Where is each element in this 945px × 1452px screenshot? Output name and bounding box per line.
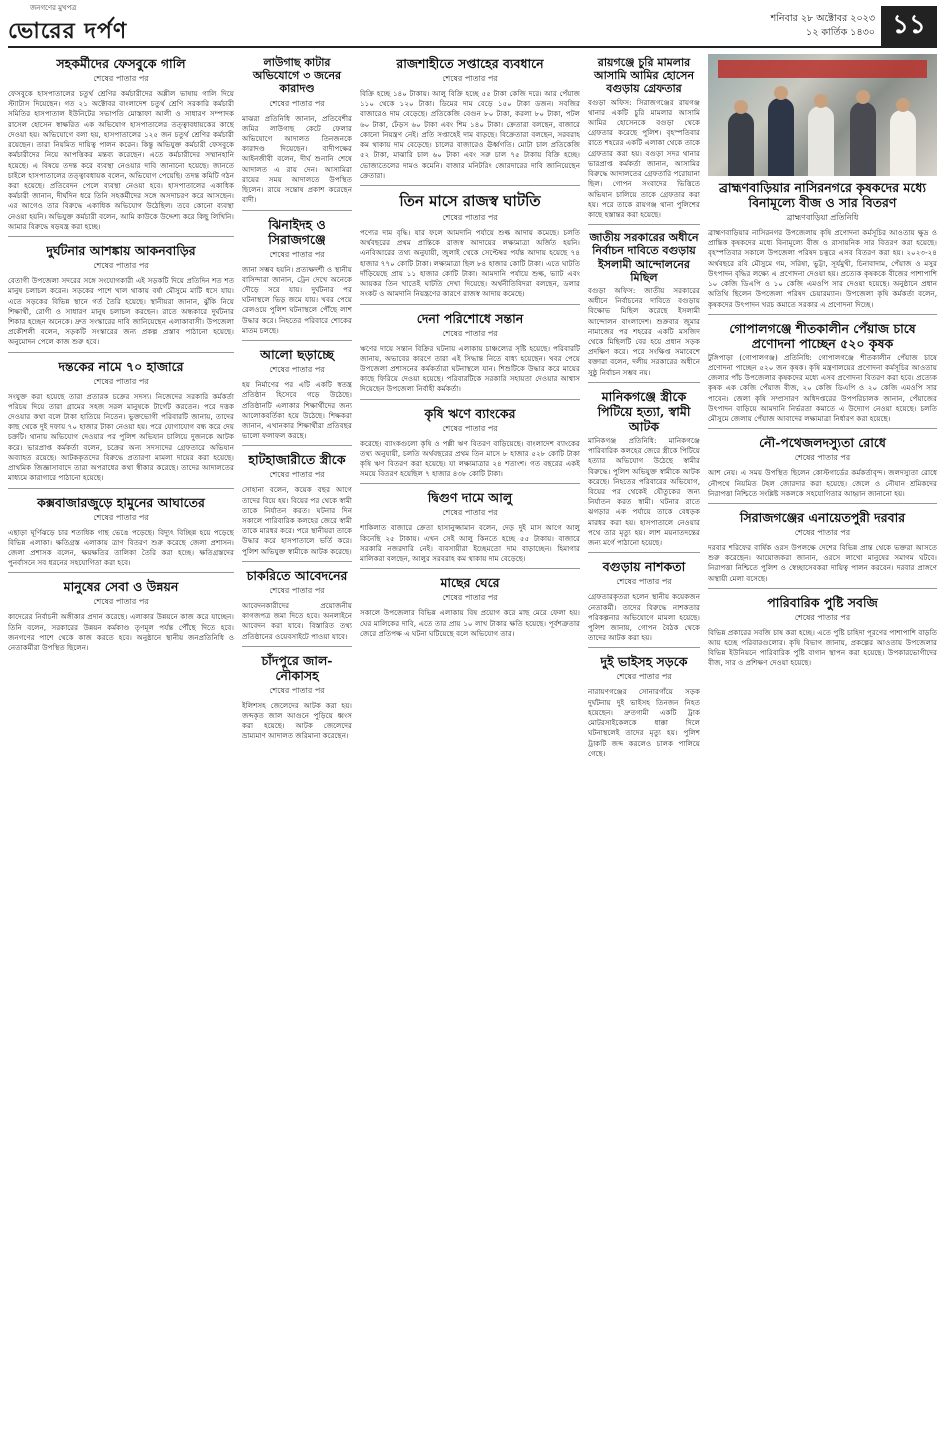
article-continuation-note: শেষের পাতার পর: [616, 672, 672, 682]
article: [708, 180, 937, 315]
article-body: হয় নির্মাণের পর এটি একটি স্বতন্ত্র প্রতিষ্ঠান হিসেবে গড়ে উঠেছে। প্রতিষ্ঠানটি এলাকার শিক্ষার্থীদের জন্য আলোকবর্তিকা হয়ে উঠেছে। শিক্ষকরা জানান, এখানকার শিক্ষার্থীরা প্রতিবছর ভালো ফলাফল করছে।: [242, 380, 352, 441]
article-body: শাকিলাত বাজারে ক্রেতা হাসানুজ্জামান বলেন, দেড় দুই মাস আগে আলু কিনেছি ২৫ টাকায়। এখন সেই আলু কিনতে হচ্ছে ৫৫ টাকায়। বাজারে সরকারি নজরদারি নেই। ব্যবসায়ীরা ইচ্ছেমতো দাম বাড়াচ্ছেন। হিমাগার মালিকরা বলছেন, আলুর সরবরাহ কম থাকায় দাম বেড়েছে।: [360, 523, 580, 564]
article-continuation-note: শেষের পাতার পর: [269, 98, 325, 108]
article-continuation-note: শেষের পাতার পর: [93, 512, 149, 522]
article-continuation-note: শেষের পাতার পর: [93, 74, 149, 83]
article: [708, 595, 937, 673]
photo-person-head: [856, 90, 870, 104]
event-photo: [708, 54, 937, 176]
article: [360, 311, 580, 400]
article-headline: তিন মাসে রাজস্ব ঘাটতি: [399, 191, 541, 210]
article-headline: নৌ-পথেজলদস্যুতা রোধে: [759, 435, 886, 451]
date-gregorian: শনিবার ২৮ অক্টোবর ২০২৩: [770, 13, 875, 24]
article-body: সোহানা বলেন, কয়েক বছর আগে তাদের বিয়ে হয়। বিয়ের পর থেকে স্বামী তাকে নির্যাতন করত। ঘটনার দিন সকালে পারিবারিক কলহের জেরে স্বামী তাকে মারধর করে। পরে স্থানীয়রা তাকে উদ্ধার করে হাসপাতালে ভর্তি করে। পুলিশ অভিযুক্ত স্বামীকে আটক করেছে।: [242, 485, 352, 556]
photo-person: [728, 112, 754, 176]
brand-tagline: জনগণের মুখপত্র: [30, 3, 77, 12]
article-body: মানিকগঞ্জ প্রতিনিধি: মানিকগঞ্জে পারিবারিক কলহের জেরে স্ত্রীকে পিটিয়ে হত্যার অভিযোগ উঠেছে স্বামীর বিরুদ্ধে। পুলিশ অভিযুক্ত স্বামীকে আটক করেছে। নিহতের পরিবারের অভিযোগ, বিয়ের পর থেকেই যৌতুকের জন্য নির্যাতন করত স্বামী। ঘটনার রাতে ঝগড়ার এক পর্যায়ে তাকে বেধড়ক মারধর করা হয়। হাসপাতালে নেওয়ার পথে তার মৃত্যু হয়। লাশ ময়নাতদন্তের জন্য মর্গে পাঠানো হয়েছে।: [588, 435, 700, 548]
article-headline: দন্তকের নামে ৭০ হাজারে: [58, 358, 184, 374]
date-bengali: ১২ কার্তিক ১৪৩০: [806, 27, 875, 38]
article-headline: মাছের ঘেরে: [440, 575, 500, 591]
article-body: এছাড়া ঘূর্ণিঝড়ে চার শতাধিক গাছ ভেঙে পড়েছে। বিদ্যুৎ বিচ্ছিন্ন হয়ে পড়েছে বিভিন্ন এলাকা। ক্ষতিগ্রস্ত এলাকায় ত্রাণ বিতরণ শুরু করেছে জেলা প্রশাসন। জেলা প্রশাসক বলেন, ক্ষয়ক্ষতির তালিকা তৈরি করা হচ্ছে। ক্ষতিগ্রস্তদের পুনর্বাসনে সব ধরনের সহযোগিতা করা হবে।: [8, 527, 234, 568]
article: [360, 56, 580, 186]
page-number: ১১: [881, 6, 937, 46]
article-body: ইলিশসহ জেলেদের আটক করা হয়। জব্দকৃত জাল আগুনে পুড়িয়ে ধ্বংস করা হয়েছে। আটক জেলেদের ভ্রাম্যমাণ আদালত জরিমানা করেছেন।: [242, 700, 352, 741]
article-body: বেতাগী উপজেলা সদরের সঙ্গে সংযোগকারী এই সড়কটি দিয়ে প্রতিদিন শত শত মানুষ চলাচল করেন। সড়কের পাশে খাল থাকায় বর্ষা মৌসুমে মাটি ধসে যায়। এতে সড়কের বিভিন্ন স্থানে গর্ত তৈরি হয়েছে। স্থানীয়রা জানান, ঝুঁকি নিয়ে শিক্ষার্থী, রোগী ও সাধারণ মানুষ চলাচল করছেন। রাতে অন্ধকারে দুর্ঘটনার শিকার হচ্ছেন অনেকে। দ্রুত সংস্কারের দাবি জানিয়েছেন এলাকাবাসী। উপজেলা প্রকৌশলী বলেন, সড়কটি সংস্কারের জন্য প্রকল্প প্রস্তাব পাঠানো হয়েছে। অনুমোদন পেলে কাজ শুরু হবে।: [8, 276, 234, 347]
article-headline: জাতীয় সরকারের অধীনে নির্বাচন দাবিতে বগুড়ায় ইসলামী আন্দোলনের মিছিল: [589, 231, 699, 284]
article-headline: লাউগাছ কাটার অভিযোগে ৩ জনের কারাদণ্ড: [252, 56, 342, 96]
article: [588, 389, 700, 553]
article: [588, 559, 700, 648]
article-headline: দেনা পরিশোধে সন্তান: [416, 310, 524, 326]
brand-name: ভোরের দর্পণ: [8, 17, 128, 44]
article-headline: ব্রাহ্মণবাড়িয়ার নাসিরনগরে কৃষকদের মধ্যে বিনামূল্যে বীজ ও সার বিতরণ: [718, 180, 927, 210]
photo-person: [808, 106, 834, 176]
article-body: টুঙ্গিপাড়া (গোপালগঞ্জ) প্রতিনিধি: গোপালগঞ্জে শীতকালীন পেঁয়াজ চাষে প্রণোদনা পাচ্ছেন ৫২০ জন কৃষক। কৃষি মন্ত্রণালয়ের প্রণোদনা কর্মসূচির আওতায় জেলার পাঁচ উপজেলার কৃষকদের মধ্যে এসব প্রণোদনা বিতরণ করা হবে। প্রত্যেক কৃষক এক কেজি পেঁয়াজ বীজ, ২০ কেজি ডিএপি ও ২০ কেজি এমওপি সার পাবেন। জেলা কৃষি সম্প্রসারণ অধিদপ্তরের উপপরিচালক জানান, পেঁয়াজের উৎপাদন বাড়িয়ে আমদানি নির্ভরতা কমাতে এ উদ্যোগ নেওয়া হয়েছে। চলতি মৌসুমে জেলায় পেঁয়াজ আবাদের লক্ষ্যমাত্রা নির্ধারণ করা হয়েছে।: [708, 352, 937, 424]
article: [360, 490, 580, 569]
article: [360, 406, 580, 485]
article-headline: চাকরিতে আবেদনের: [246, 567, 348, 583]
article: [242, 653, 352, 746]
article-continuation-note: শেষের পাতার পর: [794, 453, 851, 463]
article-continuation-note: ব্রাহ্মণবাড়িয়া প্রতিনিধি: [786, 213, 859, 222]
article-body: আবেদনকারীদের প্রয়োজনীয় কাগজপত্র জমা দিতে হবে। অনলাইনে আবেদন করা যাবে। বিস্তারিত তথ্য প্রতিষ্ঠানের ওয়েবসাইটে পাওয়া যাবে।: [242, 600, 352, 641]
article-headline: সহকর্মীদের ফেসবুকে গালি: [56, 56, 186, 71]
article: [360, 575, 580, 643]
article: [242, 452, 352, 562]
article: [242, 56, 352, 211]
article-continuation-note: শেষের পাতার পর: [442, 74, 498, 83]
article-headline: মানুষের সেবা ও উন্নয়ন: [63, 579, 179, 595]
article-headline: দুই ভাইসহ সড়কে: [600, 654, 688, 670]
article-continuation-note: শেষের পাতার পর: [93, 376, 149, 386]
article-headline: মানিকগঞ্জে স্ত্রীকে পিটিয়ে হত্যা, স্বামী আটক: [597, 388, 691, 434]
article: [708, 321, 937, 430]
article-body: দরবার শরিফের বার্ষিক ওরস উপলক্ষে দেশের বিভিন্ন প্রান্ত থেকে ভক্তরা আসতে শুরু করেছেন। আয়োজকরা জানান, ওরসে লাখো মানুষের সমাগম ঘটবে। নিরাপত্তা নিশ্চিতে পুলিশ ও স্বেচ্ছাসেবকরা দায়িত্ব পালন করবেন। দরবার প্রাঙ্গণে অস্থায়ী মেলা বসেছে।: [708, 542, 937, 583]
article-body: সংযুক্ত করা হয়েছে তারা প্রতারক চক্রের সদস্য। নিজেদের সরকারি কর্মকর্তা পরিচয় দিয়ে তারা গ্রামের সহজ সরল মানুষকে টার্গেট করতেন। পরে দত্তক দেওয়ার কথা বলে টাকা হাতিয়ে নিতেন। ভুক্তভোগী পরিবারটি জানায়, তাদের কাছ থেকে দুই দফায় ৭০ হাজার টাকা নেওয়া হয়। পরে যোগাযোগ বন্ধ করে দেয় চক্রটি। থানায় অভিযোগ দেওয়ার পর পুলিশ অভিযান চালিয়ে দুজনকে আটক করে। ভারপ্রাপ্ত কর্মকর্তা বলেন, চক্রের অন্য সদস্যদের গ্রেফতারে অভিযান অব্যাহত রয়েছে। আটককৃতদের বিরুদ্ধে প্রতারণা মামলা দায়ের করা হয়েছে। প্রাথমিক জিজ্ঞাসাবাদে তারা অপরাধের কথা স্বীকার করেছে। তাদের আদালতের মাধ্যমে কারাগারে পাঠানো হয়েছে।: [8, 391, 234, 483]
column-5-articles: [708, 180, 937, 673]
article-body: বিভিন্ন প্রকারের সবজি চাষ করা হচ্ছে। এতে পুষ্টি চাহিদা পূরণের পাশাপাশি বাড়তি আয় হচ্ছে পরিবারগুলোর। কৃষি বিভাগ জানায়, প্রকল্পের আওতায় উপজেলার বিভিন্ন ইউনিয়নে পারিবারিক পুষ্টি বাগান স্থাপন করা হয়েছে। উপকারভোগীদের বীজ, সার ও প্রশিক্ষণ দেওয়া হয়েছে।: [708, 627, 937, 668]
article-body: ফেসবুকে হাসপাতালের চতুর্থ শ্রেণির কর্মচারীদের অশ্লীল ভাষায় গালি দিয়ে স্ট্যাটাস দিয়েছেন। গত ২১ অক্টোবর বাংলাদেশ চতুর্থ শ্রেণি সরকারি কর্মচারী সমিতির হাসপাতাল ইউনিটের সভাপতি মোস্তাফা আলী ও সাধারণ সম্পাদক রাসেল হোসেন স্বাক্ষরিত এক অভিযোগ হাসপাতালের তত্ত্বাবধায়কের কাছে দেওয়া হয়। অভিযোগে বলা হয়, হাসপাতালের ১২৫ জন চতুর্থ শ্রেণির কর্মচারী রয়েছেন। তারা নিয়মিত দায়িত্ব পালন করেন। কিন্তু অভিযুক্ত কর্মচারী ফেসবুকে কর্মচারীদের নিয়ে আপত্তিকর মন্তব্য করেছেন। এতে কর্মচারীদের সম্মানহানি হয়েছে। এ বিষয়ে তদন্ত করে ব্যবস্থা নেওয়ার দাবি জানানো হয়েছে। জানতে চাইলে হাসপাতালের তত্ত্বাবধায়ক বলেন, অভিযোগ পেয়েছি। তদন্ত কমিটি গঠন করা হয়েছে। প্রতিবেদন পেলে ব্যবস্থা নেওয়া হবে। হাসপাতালের একাধিক কর্মচারী জানান, দীর্ঘদিন ধরে তিনি সহকর্মীদের সঙ্গে অসদাচরণ করে আসছেন। এর আগেও তার বিরুদ্ধে একাধিক অভিযোগ উঠেছিল। তবে কোনো ব্যবস্থা নেওয়া হয়নি। অভিযুক্ত কর্মচারী বলেন, আমি কাউকে উদ্দেশ্য করে কিছু লিখিনি। আমার বিরুদ্ধে ষড়যন্ত্র করা হচ্ছে।: [8, 89, 234, 231]
article-continuation-note: শেষের পাতার পর: [794, 527, 851, 537]
article-body: মাঝরা প্রতিনিধি জানান, প্রতিবেশীর জমির লাউগাছ কেটে ফেলার অভিযোগে আদালত তিনজনকে কারাদণ্ড দিয়েছেন। বাদীপক্ষের আইনজীবী বলেন, দীর্ঘ শুনানি শেষে আদালত এ রায় দেন। আসামিরা রায়ের সময় আদালতে উপস্থিত ছিলেন। রায়ে সন্তোষ প্রকাশ করেছেন বাদী।: [242, 113, 352, 205]
article: [242, 217, 352, 342]
article-headline: সিরাজগঞ্জের এনায়েতপুরী দরবার: [739, 509, 906, 525]
article: [708, 510, 937, 589]
article-continuation-note: শেষের পাতার পর: [93, 597, 149, 607]
photo-banner: [718, 60, 927, 78]
article-headline: রাজশাহীতে সপ্তাহের ব্যবধানে: [396, 56, 544, 71]
article-continuation-note: শেষের পাতার পর: [269, 685, 325, 695]
article: [8, 359, 234, 489]
article: [242, 568, 352, 647]
photo-person: [768, 98, 794, 176]
article-continuation-note: শেষের পাতার পর: [442, 423, 498, 433]
article-headline: কৃষি ঋণে ব্যাংকের: [424, 405, 516, 421]
photo-person-head: [896, 98, 910, 112]
article-body: ব্রাহ্মণবাড়িয়ার নাসিরনগর উপজেলায় কৃষি প্রণোদনা কর্মসূচির আওতায় ক্ষুদ্র ও প্রান্তিক কৃষকদের মধ্যে বিনামূল্যে বীজ ও রাসায়নিক সার বিতরণ করা হয়েছে। বৃহস্পতিবার সকালে উপজেলা পরিষদ চত্বরে এসব বিতরণ করা হয়। ২০২৩-২৪ অর্থবছরে রবি মৌসুমে গম, সরিষা, ভুট্টা, সূর্যমুখী, চিনাবাদাম, পেঁয়াজ ও মসুর উৎপাদন বৃদ্ধির লক্ষ্যে এ প্রণোদনা দেওয়া হয়। প্রত্যেক কৃষককে বীজের পাশাপাশি ১০ কেজি ডিএপি ও ১০ কেজি এমওপি সার দেওয়া হয়েছে। অনুষ্ঠানে প্রধান অতিথি ছিলেন উপজেলা পরিষদ চেয়ারম্যান। উপজেলা কৃষি কর্মকর্তা বলেন, কৃষকদের উৎপাদন খরচ কমাতে সরকার এ প্রণোদনা দিচ্ছে।: [708, 228, 937, 309]
article-headline: আলো ছড়াচ্ছে: [260, 347, 334, 363]
article-headline: হাটহাজারীতে স্ত্রীকে: [248, 452, 346, 468]
masthead: [8, 3, 937, 48]
article-headline: ঝিনাইদহ ও সিরাজগঞ্জে: [268, 216, 326, 247]
article-continuation-note: শেষের পাতার পর: [269, 470, 325, 480]
article-body: পণ্যের দাম বৃদ্ধি। যার ফলে আমদানি পর্যায়ে শুল্ক আদায় কমেছে। চলতি অর্থবছরের প্রথম প্রান্তিকে রাজস্ব আদায়ের লক্ষ্যমাত্রা অর্জিত হয়নি। এনবিআরের তথ্য অনুযায়ী, জুলাই থেকে সেপ্টেম্বর পর্যন্ত আদায় হয়েছে ৭৪ হাজার ৭৭০ কোটি টাকা। লক্ষ্যমাত্রা ছিল ৮৪ হাজার কোটি টাকা। এতে ঘাটতি দাঁড়িয়েছে প্রায় ১১ হাজার কোটি টাকা। আমদানি পর্যায়ে শুল্ক, ভ্যাট এবং আয়কর তিন খাতেই ঘাটতি দেখা দিয়েছে। অর্থনীতিবিদরা বলছেন, ডলার সংকট ও আমদানি নিয়ন্ত্রণের কারণে রাজস্ব আদায় কমেছে।: [360, 227, 580, 299]
article-body: আশ নেয়। এ সময় উপস্থিত ছিলেন কোস্টগার্ডের কর্মকর্তাবৃন্দ। জলদস্যুতা রোধে নৌপথে নিয়মিত টহল জোরদার করা হয়েছে। জেলে ও নৌযান শ্রমিকদের নিরাপত্তা নিশ্চিতে সংশ্লিষ্ট সকলকে সহযোগিতার আহ্বান জানানো হয়।: [708, 468, 937, 498]
article-body: বগুড়া অফিস: জাতীয় সরকারের অধীনে নির্বাচনের দাবিতে বগুড়ায় বিক্ষোভ মিছিল করেছে ইসলামী আন্দোলন বাংলাদেশ। শুক্রবার জুমার নামাজের পর শহরের একটি মসজিদ থেকে মিছিলটি বের হয়ে প্রধান সড়ক প্রদক্ষিণ করে। পরে সংক্ষিপ্ত সমাবেশে বক্তারা বলেন, দলীয় সরকারের অধীনে সুষ্ঠু নির্বাচন সম্ভব নয়।: [588, 285, 700, 377]
article-body: গ্রেফতারকৃতরা হলেন স্থানীয় কয়েকজন নেতাকর্মী। তাদের বিরুদ্ধে নাশকতার পরিকল্পনার অভিযোগে মামলা হয়েছে। পুলিশ জানায়, গোপন বৈঠক থেকে তাদের আটক করা হয়।: [588, 592, 700, 643]
article-continuation-note: শেষের পাতার পর: [269, 365, 325, 375]
article-headline: দ্বিগুণ দামে আলু: [427, 490, 513, 506]
article-continuation-note: শেষের পাতার পর: [269, 585, 325, 595]
article-headline: চাঁদপুরে জাল-নৌকাসহ: [261, 652, 333, 683]
article: [588, 56, 700, 225]
article-continuation-note: শেষের পাতার পর: [442, 593, 498, 603]
article: [588, 654, 700, 763]
article-continuation-note: শেষের পাতার পর: [442, 328, 498, 338]
article: [8, 243, 234, 353]
column-5: [708, 54, 937, 1446]
photo-person: [850, 102, 876, 176]
column-1: [8, 54, 234, 1446]
photo-person-head: [774, 86, 788, 100]
article-headline: গোপালগঞ্জে শীতকালীন পেঁয়াজ চাষে প্রণোদনা পাচ্ছেন ৫২০ কৃষক: [729, 320, 916, 351]
article: [242, 347, 352, 446]
article-continuation-note: শেষের পাতার পর: [794, 612, 851, 622]
photo-person-head: [814, 94, 828, 108]
article-headline: বগুড়ায় নাশকতা: [602, 559, 686, 575]
brand: [8, 3, 128, 46]
article: [8, 579, 234, 657]
article: [708, 435, 937, 504]
article-continuation-note: শেষের পাতার পর: [442, 508, 498, 518]
dateline: [771, 12, 875, 40]
article-body: ঋণের দায়ে সন্তান বিক্রির ঘটনায় এলাকায় চাঞ্চল্যের সৃষ্টি হয়েছে। পরিবারটি জানায়, অভাবের কারণে তারা এই সিদ্ধান্ত নিতে বাধ্য হয়েছেন। খবর পেয়ে উপজেলা প্রশাসনের কর্মকর্তারা ঘটনাস্থলে যান। শিশুটিকে উদ্ধার করে মায়ের কাছে ফিরিয়ে দেওয়া হয়েছে। পরিবারটিকে সরকারি সহায়তা দেওয়ার আশ্বাস দিয়েছেন উপজেলা নির্বাহী কর্মকর্তা।: [360, 343, 580, 394]
column-3: [360, 54, 580, 1446]
article: [588, 231, 700, 383]
article-continuation-note: শেষের পাতার পর: [442, 212, 498, 222]
article-headline: দুর্ঘটনার আশঙ্কায় আকনবাড়ির: [46, 243, 196, 259]
article: [8, 56, 234, 237]
article-headline: পারিবারিক পুষ্টি সবজি: [767, 594, 878, 610]
article: [8, 495, 234, 574]
article-body: বগুড়া অফিস: সিরাজগঞ্জের রায়গঞ্জ থানার একটি চুরি মামলার আসামি আমির হোসেনকে বগুড়া থেকে গ্রেফতার করেছে পুলিশ। বৃহস্পতিবার রাতে শহরের একটি এলাকা থেকে তাকে গ্রেফতার করা হয়। বগুড়া সদর থানার ভারপ্রাপ্ত কর্মকর্তা জানান, আসামির বিরুদ্ধে আদালতের গ্রেফতারি পরোয়ানা ছিল। গোপন সংবাদের ভিত্তিতে অভিযান চালিয়ে তাকে গ্রেফতার করা হয়। পরে তাকে রায়গঞ্জ থানা পুলিশের কাছে হস্তান্তর করা হয়েছে।: [588, 97, 700, 219]
article-body: বিক্রি হচ্ছে ১৪০ টাকায়। আলু বিক্রি হচ্ছে ৫৫ টাকা কেজি দরে। আর পেঁয়াজ ১১০ থেকে ১২০ টাকা। ডিমের দাম বেড়ে ১৫০ টাকা ডজন। সবজির বাজারেও দাম বেড়েছে। প্রতিকেজি বেগুন ৮০ টাকা, করলা ৮০ টাকা, পটল ৬০ টাকা, ঢেঁড়স ৬০ টাকা এবং শিম ১৪০ টাকা। ক্রেতারা বলছেন, বাজারে কোনো নিয়ন্ত্রণ নেই। প্রতি সপ্তাহেই দাম বাড়ছে। বিক্রেতারা বলছেন, সরবরাহ কম থাকায় দাম বেড়েছে। চালের বাজারেও ঊর্ধ্বগতি। মোটা চাল প্রতিকেজি ৫২ টাকা, মাঝারি চাল ৬০ টাকা এবং সরু চাল ৭৫ টাকায় বিক্রি হচ্ছে। ভোজ্যতেলের দামও কমেনি। বাজার মনিটরিং জোরদারের দাবি জানিয়েছেন ক্রেতারা।: [360, 89, 580, 180]
article-continuation-note: শেষের পাতার পর: [93, 261, 149, 271]
article: [360, 192, 580, 305]
article-body: সকালে উপজেলার বিভিন্ন এলাকায় বিষ প্রয়োগ করে মাছ মেরে ফেলা হয়। ঘের মালিকের দাবি, এতে তার প্রায় ১০ লাখ টাকার ক্ষতি হয়েছে। পূর্বশত্রুতার জেরে প্রতিপক্ষ এ ঘটনা ঘটিয়েছে বলে অভিযোগ তার।: [360, 608, 580, 638]
photo-person-head: [734, 100, 748, 114]
article-headline: কক্সবাজারজুড়ে হামুনের আঘাতের: [37, 494, 205, 510]
column-4: [588, 54, 700, 1446]
article-body: নারায়ণগঞ্জের সোনারগাঁয়ে সড়ক দুর্ঘটনায় দুই ভাইসহ তিনজন নিহত হয়েছেন। দ্রুতগামী একটি ট্রাক মোটরসাইকেলকে ধাক্কা দিলে ঘটনাস্থলেই তাদের মৃত্যু হয়। পুলিশ ট্রাকটি জব্দ করলেও চালক পালিয়ে গেছে।: [588, 687, 700, 758]
article-body: জানা সম্ভব হয়নি। প্রত্যক্ষদর্শী ও স্থানীয় বাসিন্দারা জানান, ট্রেন দেখে অনেকে দৌড়ে সরে যায়। দুর্ঘটনার পর ঘটনাস্থলে ভিড় জমে যায়। খবর পেয়ে রেলওয়ে পুলিশ ঘটনাস্থলে পৌঁছে লাশ উদ্ধার করে। নিহতের পরিবারে শোকের মাতম চলছে।: [242, 264, 352, 335]
article-continuation-note: শেষের পাতার পর: [269, 249, 325, 259]
photo-person: [890, 110, 916, 176]
article-continuation-note: শেষের পাতার পর: [616, 577, 672, 587]
article-headline: রায়গঞ্জে চুরি মামলার আসামি আমির হোসেন বগুড়ায় গ্রেফতার: [593, 56, 695, 96]
article-body: করেছে। ব্যাংকগুলো কৃষি ও পল্লী ঋণ বিতরণ বাড়িয়েছে। বাংলাদেশ ব্যাংকের তথ্য অনুযায়ী, চলতি অর্থবছরের প্রথম তিন মাসে ৮ হাজার ৫২৮ কোটি টাকা কৃষি ঋণ বিতরণ করা হয়েছে। যা লক্ষ্যমাত্রার ২৪ শতাংশ। গত বছরের একই সময়ে বিতরণ হয়েছিল ৭ হাজার ৪৩৮ কোটি টাকা।: [360, 438, 580, 479]
article-body: কাদেরের নির্বাচনী অঙ্গীকার প্রদান করেছে। এলাকার উন্নয়নে কাজ করে যাচ্ছেন। তিনি বলেন, সরকারের উন্নয়ন কর্মকাণ্ড তৃণমূল পর্যন্ত পৌঁছে দিতে হবে। জনগণের পাশে থেকে কাজ করতে হবে। অনুষ্ঠানে স্থানীয় জনপ্রতিনিধি ও নেতাকর্মীরা উপস্থিত ছিলেন।: [8, 612, 234, 653]
column-2: [242, 54, 352, 1446]
